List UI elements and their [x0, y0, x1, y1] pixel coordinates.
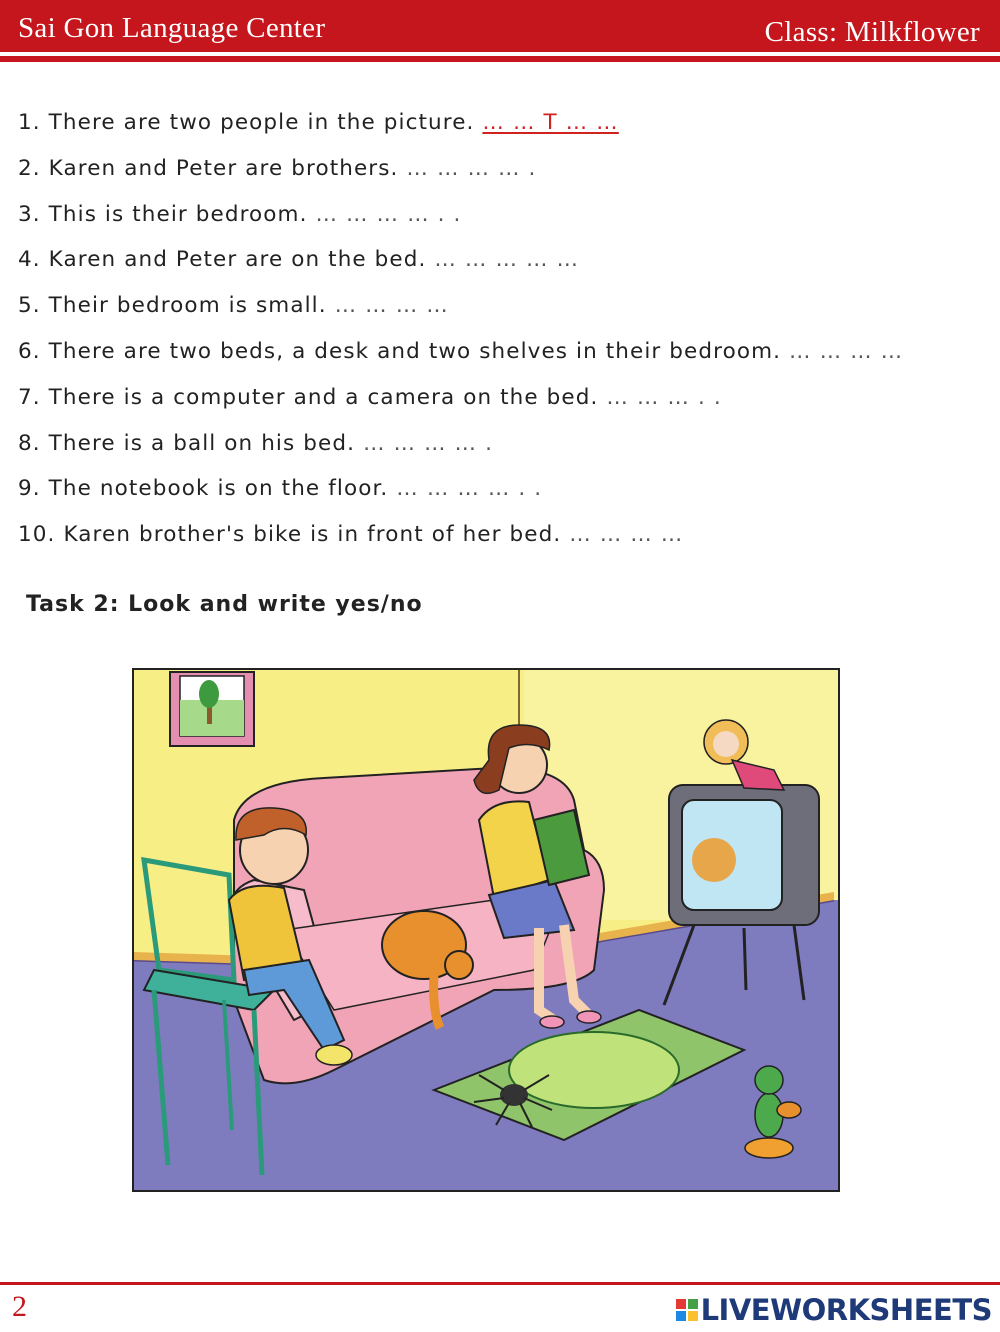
question-list: [18, 106, 978, 564]
question-item: [18, 381, 978, 427]
liveworksheets-logo-icon: [676, 1299, 698, 1321]
question-number: 9.: [18, 476, 41, 502]
question-number: 3.: [18, 201, 41, 227]
question-text: There are two beds, a desk and two shelves in their bedroom.: [48, 338, 782, 364]
answer-field[interactable]: … … … … . .: [315, 201, 462, 227]
living-room-illustration: [132, 668, 840, 1192]
question-item: [18, 152, 978, 198]
question-text: Karen and Peter are on the bed.: [48, 247, 427, 273]
watermark-text: LIVEWORKSHEETS: [700, 1293, 992, 1327]
question-item: [18, 472, 978, 518]
question-text: This is their bedroom.: [48, 201, 308, 227]
question-number: 10.: [18, 522, 56, 548]
answer-field[interactable]: … … … … …: [434, 247, 580, 273]
question-item: [18, 335, 978, 381]
question-item: [18, 243, 978, 289]
footer-divider: [0, 1282, 1000, 1285]
answer-field[interactable]: … … … … .: [406, 155, 537, 181]
question-item: [18, 198, 978, 244]
header-divider: [0, 56, 1000, 62]
header-bar: [0, 0, 1000, 52]
answer-field[interactable]: … … T … …: [482, 110, 619, 135]
question-number: 1.: [18, 110, 41, 135]
question-text: There is a computer and a camera on the bed.: [48, 384, 599, 410]
question-number: 7.: [18, 384, 41, 410]
question-text: The notebook is on the floor.: [48, 476, 389, 502]
answer-field[interactable]: … … … …: [334, 293, 449, 319]
answer-field[interactable]: … … … …: [569, 522, 684, 548]
question-text: There are two people in the picture.: [48, 110, 475, 135]
question-text: There is a ball on his bed.: [48, 430, 356, 456]
question-item: [18, 106, 978, 152]
question-item: [18, 427, 978, 473]
question-text: Karen and Peter are brothers.: [48, 155, 399, 181]
question-item: [18, 289, 978, 335]
answer-field[interactable]: … … … … .: [362, 430, 494, 456]
question-text: Their bedroom is small.: [48, 293, 327, 319]
answer-field[interactable]: … … … …: [789, 338, 904, 364]
question-number: 4.: [18, 247, 41, 273]
question-text: Karen brother's bike is in front of her bed.: [63, 522, 562, 548]
task-2-title: Task 2: Look and write yes/no: [26, 592, 423, 617]
answer-field[interactable]: … … … … . .: [396, 476, 543, 502]
question-number: 6.: [18, 338, 41, 364]
question-number: 8.: [18, 430, 41, 456]
page-number: 2: [12, 1290, 27, 1323]
question-number: 2.: [18, 155, 41, 181]
question-number: 5.: [18, 293, 41, 319]
answer-field[interactable]: … … … . .: [606, 384, 722, 410]
class-name: Class: Milkflower: [764, 16, 980, 48]
center-name: Sai Gon Language Center: [18, 12, 326, 44]
question-item: [18, 518, 978, 564]
liveworksheets-watermark: [676, 1294, 992, 1326]
